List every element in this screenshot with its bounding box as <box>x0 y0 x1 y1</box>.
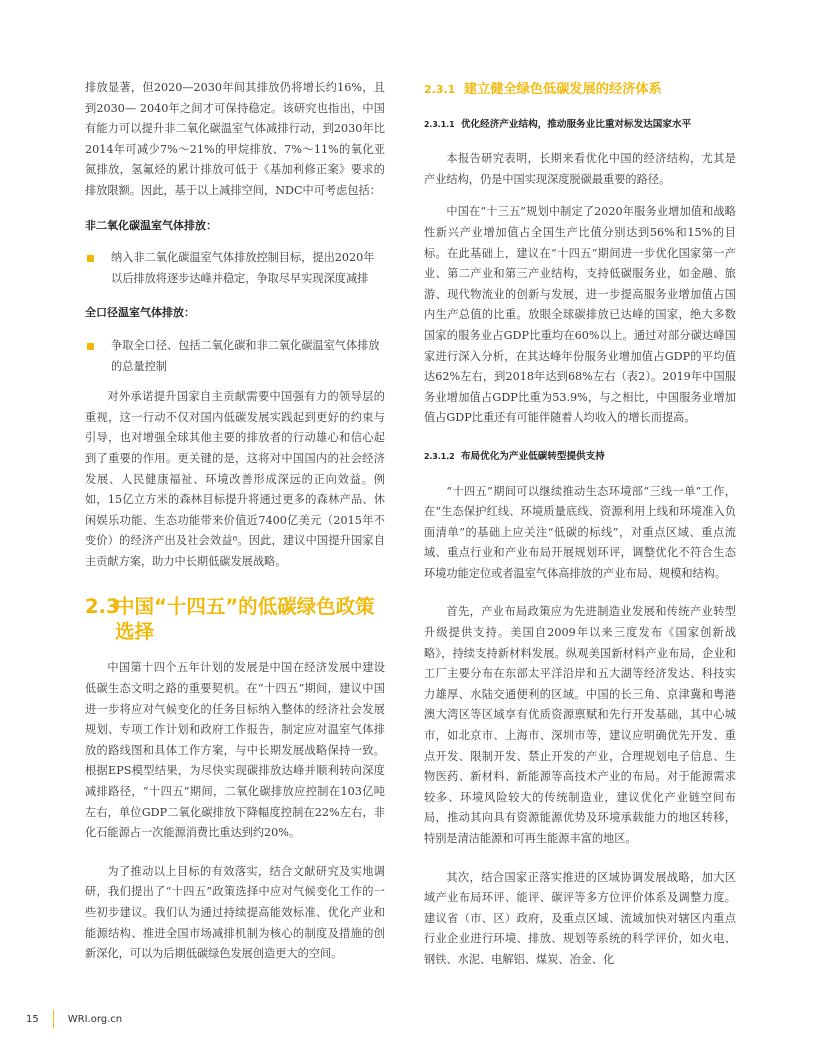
list-heading: 全口径温室气体排放： <box>85 306 195 320</box>
list-item <box>85 248 385 289</box>
subsection-title <box>424 80 736 101</box>
right-column <box>424 78 736 983</box>
page-number: 15 <box>26 1013 39 1025</box>
subsubsection-title <box>424 115 736 136</box>
section-title-text: 中国“十四五”的低碳绿色政策选择 <box>115 595 375 644</box>
left-column <box>85 78 385 977</box>
paragraph: 排放显著，但2020—2030年间其排放仍将增长约16%，且到2030— 2040年之间才可保持稳定。该研究也指出，中国有能力可以提升非二氧化碳温室气体减排行动，到2030年比2014年可减少7%～21%的甲烷排放、7%～11%的氧化亚氮排放，氢氟烃的累计排放可低于《基加利修正案》要求的排放限额。因此，基于以上减排空间，NDC中可考虑包括： <box>85 81 385 197</box>
paragraph: 其次，结合国家正落实推进的区域协调发展战略，加大区域产业布局环评、能评、碳评等多方位评价体系及调整力度。建议省（市、区）政府，及重点区域、流域加快对辖区内重点行业企业进行环境、排放、规划等系统的科学评价，如火电、钢铁、水泥、电解铝、煤炭、冶金、化 <box>424 870 736 966</box>
subsection-title-text: 建立健全绿色低碳发展的经济体系 <box>463 82 662 97</box>
paragraph: “十四五”期间可以继续推动生态环境部“三线一单”工作，在“生态保护红线、环境质量底线、资源利用上线和环境准入负面清单”的基础上应关注“低碳的标线”，对重点区域、重点流域、重点行业和产业布局开展规划环评，调整优化不符合生态环境功能定位或者温室气体高排放的产业布局、规模和结构。 <box>424 484 736 580</box>
paragraph: 中国第十四个五年计划的发展是中国在经济发展中建设低碳生态文明之路的重要契机。在“十四五”期间，建议中国进一步将应对气候变化的任务目标纳入整体的经济社会发展规划、专项工作计划和政府工作报告，制定应对温室气体排放的路线图和具体工作方案，与中长期发展战略保持一致。根据EPS模型结果，为尽快实现碳排放达峰并顺利转向深度减排路径，“十四五”期间，二氧化碳排放应控制在103亿吨左右，单位GDP二氧化碳排放下降幅度控制在22%左右，非化石能源占一次能源消费比重达到约20%。 <box>85 661 385 840</box>
footer-divider <box>53 1010 54 1028</box>
section-number: 2.3 <box>85 595 120 619</box>
paragraph: 中国在“十三五”规划中制定了2020年服务业增加值和战略性新兴产业增加值占全国生产比值分别达到56%和15%的目标。在此基础上，建议在“十四五”期间进一步优化国家第一产业、第二产业和第三产业结构，支持低碳服务业，如金融、旅游、现代物流业的创新与发展，进一步提高服务业增加值占国内生产总值的比重。放眼全球碳排放已达峰的国家，绝大多数国家的服务业占GDP比重均在60%以上。通过对部分碳达峰国家进行深入分析，在其达峰年份服务业增加值占GDP的平均值达62%左右，到2018年达到68%左右（表2）。2019年中国服务业增加值占GDP比重为53.9%，与之相比，中国服务业增加值占GDP比重还有可能伴随着人均收入的增长而提高。 <box>424 205 736 425</box>
list-item <box>85 336 385 377</box>
paragraph: 首先，产业布局政策应为先进制造业发展和传统产业转型升级提供支持。美国自2009年以来三度发布《国家创新战略》，持续支持新材料发展。纵观美国新材料产业布局，企业和工厂主要分布在东部太平洋沿岸和五大湖等经济发达、科技实力雄厚、水陆交通便利的区域。中国的长三角、京津冀和粤港澳大湾区等区域享有优质资源禀赋和先行开发基础，其中心城市，如北京市、上海市、深圳市等，建议应明确优先开发、重点开发、限制开发、禁止开发的产业，合理规划电子信息、生物医药、新材料、新能源等高技术产业的布局。对于能源需求较多、环境风险较大的传统制造业，建议优化产业链空间布局，推动其向具有资源能源优势及环境承载能力的地区转移，特别是清洁能源和可再生能源丰富的地区。 <box>424 605 736 845</box>
list-heading: 非二氧化碳温室气体排放： <box>85 218 217 232</box>
subsubsection-number: 2.3.1.1 <box>424 119 455 129</box>
subsubsection-title-text: 布局优化为产业低碳转型提供支持 <box>460 450 605 462</box>
list-item-text: 争取全口径、包括二氧化碳和非二氧化碳温室气体排放的总量控制 <box>111 338 380 373</box>
bullet-square-icon <box>87 343 94 350</box>
bullet-square-icon <box>87 255 94 262</box>
subsection-number: 2.3.1 <box>424 83 456 96</box>
list-item-text: 纳入非二氧化碳温室气体排放控制目标，提出2020年以后排放将逐步达峰并稳定，争取尽早实现深度减排 <box>111 251 375 285</box>
subsubsection-title <box>424 447 736 468</box>
section-title <box>85 594 385 644</box>
subsubsection-number: 2.3.1.2 <box>424 451 455 461</box>
subsubsection-title-text: 优化经济产业结构，推动服务业比重对标发达国家水平 <box>460 118 692 130</box>
paragraph: 对外承诺提升国家自主贡献需要中国强有力的领导层的重视，这一行动不仅对国内低碳发展实践起到更好的约束与引导，也对增强全球其他主要的排放者的行动雄心和信心起到了重要的作用。更关键的是，这将对中国国内的社会经济发展、人民健康福祉、环境改善形成深远的正向效益。例如，15亿立方米的森林目标提升将通过更多的森林产品、休闲娱乐功能、生态功能带来价值近7400亿美元（2015年不变价）的经济产出及社会效益⁸。因此，建议中国提升国家自主贡献方案，助力中长期低碳发展战略。 <box>85 390 385 568</box>
paragraph: 为了推动以上目标的有效落实，结合文献研究及实地调研，我们提出了“十四五”政策选择中应对气候变化工作的一些初步建议。我们认为通过持续提高能效标准、优化产业和能源结构、推进全国市场减排机制为核心的制度及措施的创新深化，可以为后期低碳绿色发展创造更大的空间。 <box>85 864 385 961</box>
website-link[interactable]: WRI.org.cn <box>67 1013 123 1025</box>
paragraph: 本报告研究表明，长期来看优化中国的经济结构，尤其是产业结构，仍是中国实现深度脱碳最重要的路径。 <box>424 152 736 186</box>
page-footer <box>26 1010 122 1028</box>
